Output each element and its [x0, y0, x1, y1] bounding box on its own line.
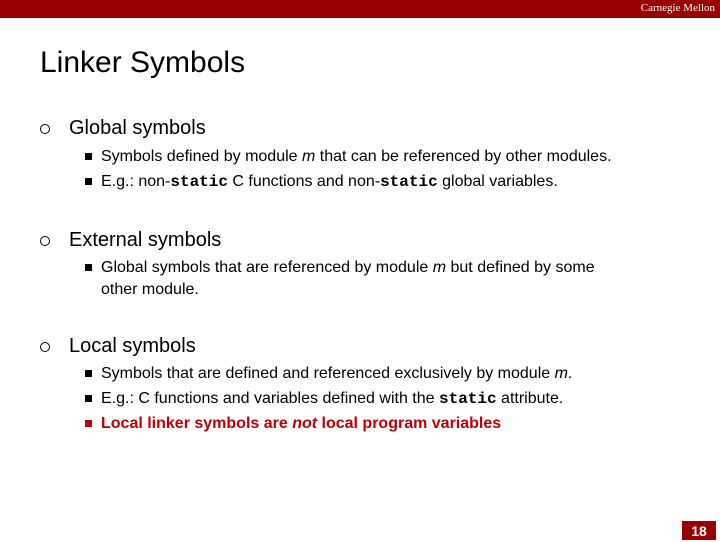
page-number: 18 — [682, 521, 716, 540]
slide-title: Linker Symbols — [40, 46, 246, 79]
square-bullet-icon — [85, 395, 92, 402]
local-sub-3: Local linker symbols are not local program variables — [101, 415, 502, 432]
header-bar — [0, 0, 720, 18]
local-sub-2: E.g.: C functions and variables defined with the static attribute. — [101, 390, 564, 408]
circle-bullet-icon — [40, 124, 50, 134]
org-name: Carnegie Mellon — [640, 2, 715, 14]
global-sub-2: E.g.: non-static C functions and non-static global variables. — [101, 173, 558, 191]
square-bullet-icon — [85, 153, 92, 160]
global-sub-1: Symbols defined by module m that can be referenced by other modules. — [101, 148, 612, 165]
circle-bullet-icon — [40, 236, 50, 246]
external-sub-1: Global symbols that are referenced by module m but defined by some other module. — [101, 259, 595, 298]
square-bullet-icon — [85, 420, 92, 427]
global-symbols-heading: Global symbols — [69, 117, 206, 139]
external-symbols-heading: External symbols — [69, 229, 222, 251]
square-bullet-icon — [85, 178, 92, 185]
local-sub-1: Symbols that are defined and referenced exclusively by module m. — [101, 365, 573, 382]
square-bullet-icon — [85, 370, 92, 377]
square-bullet-icon — [85, 264, 92, 271]
circle-bullet-icon — [40, 342, 50, 352]
local-symbols-heading: Local symbols — [69, 335, 196, 357]
